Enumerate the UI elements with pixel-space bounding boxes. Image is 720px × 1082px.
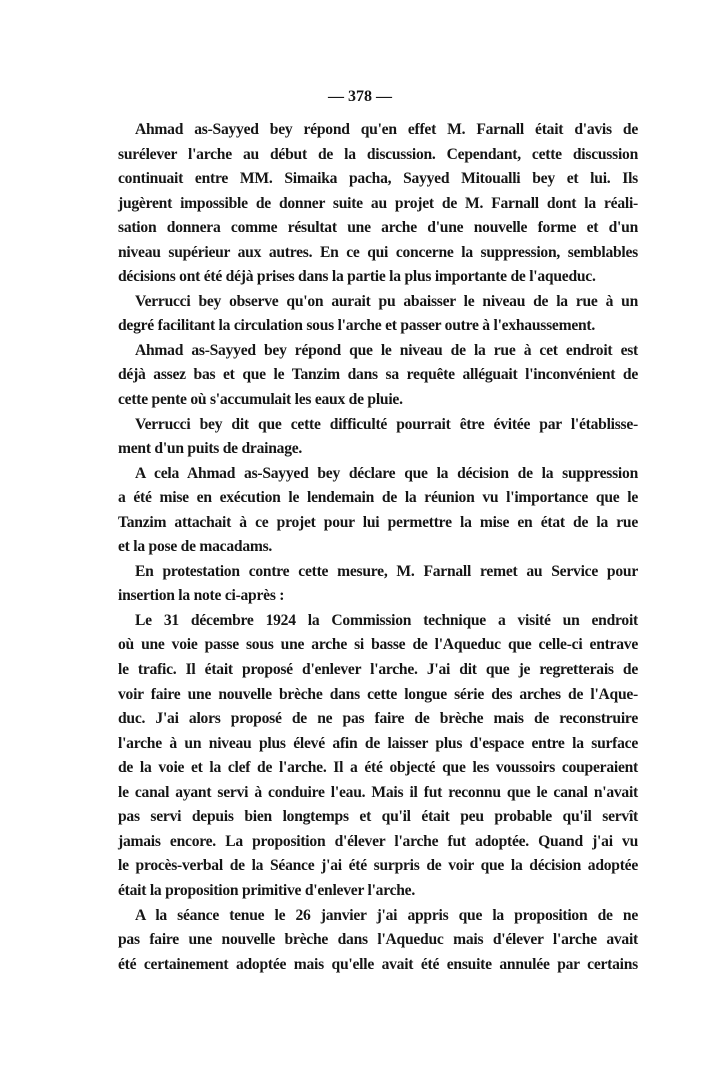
paragraph — [118, 904, 638, 978]
text-line: insertion la note ci-après : — [118, 587, 285, 605]
text-line: l'arche à un niveau plus élevé afin de laisser plus d'espace entre la surface — [118, 734, 638, 752]
text-line: pas servi depuis bien longtemps et qu'il était peu probable qu'il servît — [118, 808, 638, 826]
text-line: décisions ont été déjà prises dans la partie la plus importante de l'aqueduc. — [118, 268, 596, 286]
text-line: Verrucci bey dit que cette difficulté pourrait être évitée par l'établisse- — [135, 415, 638, 433]
text-line: continuait entre MM. Simaika pacha, Sayyed Mitoualli bey et lui. Ils — [118, 170, 638, 188]
paragraph — [118, 118, 638, 290]
text-line: le canal ayant servi à conduire l'eau. Mais il fut reconnu que le canal n'avait — [118, 783, 638, 801]
text-line: Verrucci bey observe qu'on aurait pu abaisser le niveau de la rue à un — [135, 292, 638, 310]
paragraph — [118, 609, 638, 904]
text-line: Tanzim attachait à ce projet pour lui permettre la mise en état de la rue — [118, 513, 638, 531]
text-line: niveau supérieur aux autres. En ce qui concerne la suppression, semblables — [118, 243, 638, 261]
text-line: cette pente où s'accumulait les eaux de pluie. — [118, 391, 403, 409]
text-line: où une voie passe sous une arche si basse de l'Aqueduc que celle-ci entrave — [118, 636, 638, 654]
page-number: — 378 — — [328, 88, 392, 105]
text-line: Le 31 décembre 1924 la Commission technique a visité un endroit — [135, 611, 638, 629]
text-line: A la séance tenue le 26 janvier j'ai appris que la proposition de ne — [135, 906, 638, 924]
body-text — [118, 118, 638, 977]
text-line: surélever l'arche au début de la discussion. Cependant, cette discussion — [118, 145, 638, 163]
text-line: jugèrent impossible de donner suite au projet de M. Farnall dont la réali- — [118, 194, 638, 212]
paragraph — [118, 560, 638, 609]
text-line: Ahmad as-Sayyed bey répond que le niveau de la rue à cet endroit est — [135, 341, 638, 359]
text-line: sation donnera comme résultat une arche d'une nouvelle forme et d'un — [118, 219, 638, 237]
paragraph — [118, 290, 638, 339]
text-line: était la proposition primitive d'enlever l'arche. — [118, 881, 415, 899]
text-line: jamais encore. La proposition d'élever l'arche fut adoptée. Quand j'ai vu — [118, 832, 638, 850]
text-line: duc. J'ai alors proposé de ne pas faire de brèche mais de reconstruire — [118, 710, 638, 728]
paragraph — [118, 339, 638, 413]
text-line: et la pose de macadams. — [118, 538, 273, 556]
paragraph — [118, 413, 638, 462]
paragraph — [118, 462, 638, 560]
text-line: de la voie et la clef de l'arche. Il a été objecté que les voussoirs couperaient — [118, 759, 638, 777]
text-line: le trafic. Il était proposé d'enlever l'arche. J'ai dit que je regretterais de — [118, 661, 638, 679]
text-line: été certainement adoptée mais qu'elle avait été ensuite annulée par certains — [118, 955, 638, 973]
text-line: A cela Ahmad as-Sayyed bey déclare que la décision de la suppression — [135, 464, 638, 482]
text-line: voir faire une nouvelle brèche dans cette longue série des arches de l'Aque- — [118, 685, 638, 703]
text-line: déjà assez bas et que le Tanzim dans sa requête alléguait l'inconvénient de — [118, 366, 638, 384]
text-line: pas faire une nouvelle brèche dans l'Aqueduc mais d'élever l'arche avait — [118, 931, 638, 949]
text-line: le procès-verbal de la Séance j'ai été surpris de voir que la décision adoptée — [118, 857, 638, 875]
text-line: degré facilitant la circulation sous l'arche et passer outre à l'exhaussement. — [118, 317, 596, 335]
text-line: ment d'un puits de drainage. — [118, 440, 303, 458]
text-line: En protestation contre cette mesure, M. Farnall remet au Service pour — [135, 562, 638, 580]
text-line: Ahmad as-Sayyed bey répond qu'en effet M. Farnall était d'avis de — [135, 121, 638, 138]
text-line: a été mise en exécution le lendemain de la réunion vu l'importance que le — [118, 489, 638, 507]
